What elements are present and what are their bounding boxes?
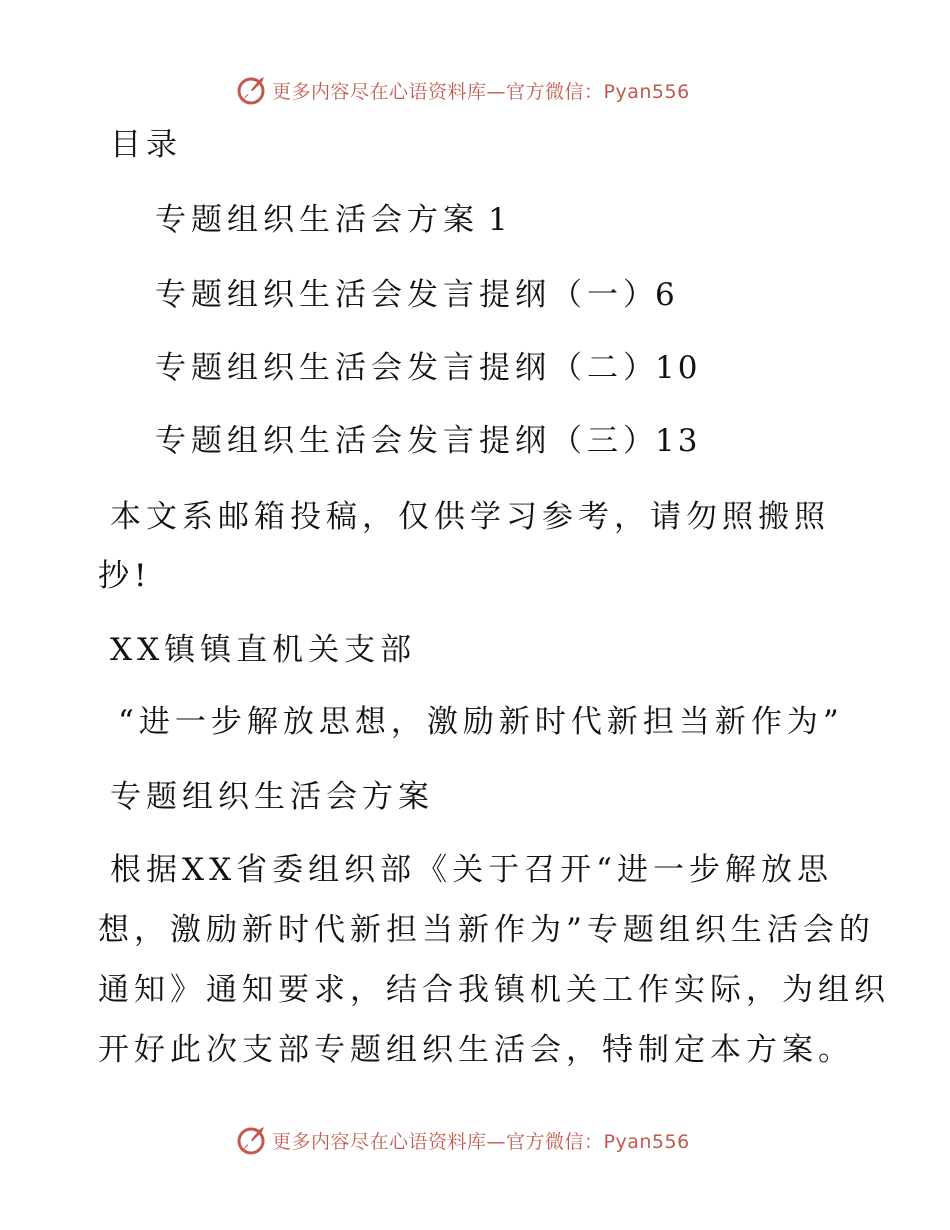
body-line: 通知》通知要求，结合我镇机关工作实际，为组织 <box>98 972 890 1008</box>
quill-logo-icon <box>234 1123 268 1157</box>
body-line: 想，激励新时代新担当新作为”专题组织生活会的 <box>98 912 875 948</box>
toc-item-page: 6 <box>655 277 678 313</box>
toc-item-title[interactable]: 专题组织生活会发言提纲（二） <box>155 350 659 386</box>
toc-heading: 目录 <box>110 127 182 163</box>
body-line: 开好此次支部专题组织生活会，特制定本方案。 <box>98 1032 854 1068</box>
toc-item-page: 10 <box>655 350 701 386</box>
quill-logo-icon <box>234 73 268 107</box>
toc-item-title[interactable]: 专题组织生活会发言提纲（一） <box>155 277 659 313</box>
watermark-text: 更多内容尽在心语资料库—官方微信：Pyan556 <box>272 1130 690 1153</box>
watermark-banner-bottom <box>234 1120 690 1160</box>
watermark-banner-top <box>234 70 690 110</box>
watermark-text: 更多内容尽在心语资料库—官方微信：Pyan556 <box>272 80 690 103</box>
toc-item-page: 13 <box>655 423 701 459</box>
org-name: XX镇镇直机关支部 <box>110 632 417 668</box>
toc-item-title[interactable]: 专题组织生活会方案 <box>155 202 479 238</box>
theme-line: “进一步解放思想，激励新时代新担当新作为” <box>118 704 844 740</box>
toc-item-page: 1 <box>488 202 511 238</box>
body-line: 根据XX省委组织部《关于召开“进一步解放思 <box>110 852 833 888</box>
notice-line: 抄! <box>98 558 152 594</box>
notice-line: 本文系邮箱投稿，仅供学习参考，请勿照搬照 <box>110 499 830 535</box>
doc-title: 专题组织生活会方案 <box>110 779 434 815</box>
toc-item-title[interactable]: 专题组织生活会发言提纲（三） <box>155 423 659 459</box>
